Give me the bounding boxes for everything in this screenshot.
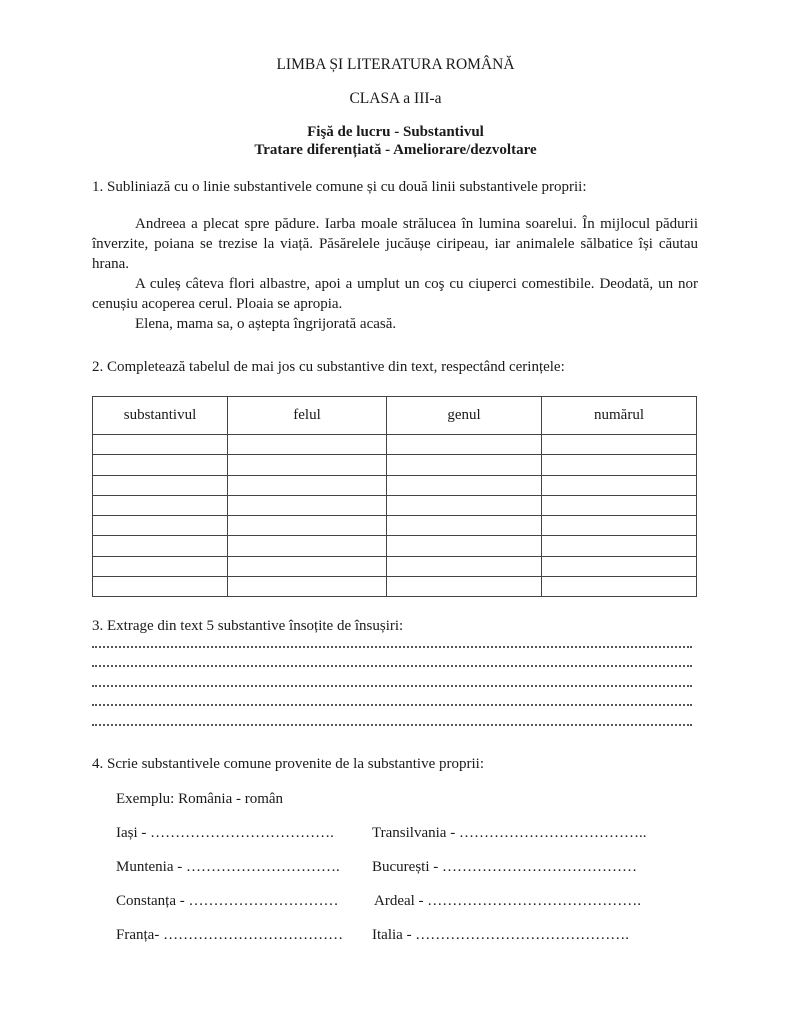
table-row <box>93 435 697 455</box>
pair-right-italia[interactable]: Italia - ……………………………………. <box>372 927 630 943</box>
exercise-4-prompt: 4. Scrie substantivele comune provenite de la substantive proprii: <box>92 756 484 772</box>
cell-genul[interactable] <box>387 556 542 576</box>
table-row <box>93 577 697 597</box>
cell-substantivul[interactable] <box>93 577 228 597</box>
cell-felul[interactable] <box>228 556 387 576</box>
table-header-row <box>93 397 697 435</box>
answer-line-3[interactable] <box>92 685 692 687</box>
table-row <box>93 536 697 556</box>
pair-left-franta[interactable]: Franța- ……………………………… <box>116 927 344 943</box>
worksheet-subtitle: Tratare diferențiată - Ameliorare/dezvoltare <box>254 142 537 158</box>
cell-felul[interactable] <box>228 495 387 515</box>
subject-title: LIMBA ȘI LITERATURA ROMÂNĂ <box>276 56 515 73</box>
cell-genul[interactable] <box>387 475 542 495</box>
cell-numarul[interactable] <box>542 556 697 576</box>
pair-left-constanta[interactable]: Constanța - ………………………… <box>116 893 339 909</box>
answer-line-2[interactable] <box>92 665 692 667</box>
cell-substantivul[interactable] <box>93 536 228 556</box>
cell-substantivul[interactable] <box>93 556 228 576</box>
grade-title: CLASA a III-a <box>349 90 442 107</box>
column-header-genul: genul <box>387 397 542 435</box>
pair-left-iasi[interactable]: Iași - ………………………………. <box>116 825 334 841</box>
answer-line-1[interactable] <box>92 646 692 648</box>
cell-substantivul[interactable] <box>93 455 228 475</box>
cell-numarul[interactable] <box>542 577 697 597</box>
column-header-felul: felul <box>228 397 387 435</box>
exercise-2-prompt: 2. Completează tabelul de mai jos cu substantive din text, respectând cerințele: <box>92 359 565 375</box>
cell-felul[interactable] <box>228 577 387 597</box>
exercise-4-example: Exemplu: România - român <box>116 791 284 807</box>
text-paragraph-3: Elena, mama sa, o aștepta îngrijorată acasă. <box>135 316 397 332</box>
cell-felul[interactable] <box>228 455 387 475</box>
noun-analysis-table <box>92 396 697 597</box>
cell-numarul[interactable] <box>542 516 697 536</box>
cell-substantivul[interactable] <box>93 495 228 515</box>
pair-right-bucuresti[interactable]: București - ………………………………… <box>372 859 637 875</box>
cell-felul[interactable] <box>228 516 387 536</box>
cell-numarul[interactable] <box>542 475 697 495</box>
cell-felul[interactable] <box>228 536 387 556</box>
text-paragraph-1: Andreea a plecat spre pădure. Iarba moale strălucea în lumina soarelui. În mijlocul pădurii înverzite, poiana se trezise la viață. Păsărelele jucăușe ciripeau, iar animalele sălbatice își căutau hrana. <box>92 216 698 272</box>
cell-numarul[interactable] <box>542 536 697 556</box>
exercise-3-prompt: 3. Extrage din text 5 substantive însoțite de însușiri: <box>92 618 404 634</box>
cell-numarul[interactable] <box>542 455 697 475</box>
text-paragraph-2: A culeș câteva flori albastre, apoi a umplut un coş cu ciuperci comestibile. Deodată, un nor cenușiu acoperea cerul. Ploaia se apropia. <box>92 276 698 312</box>
cell-substantivul[interactable] <box>93 516 228 536</box>
exercise-1-text <box>92 214 698 334</box>
pair-left-muntenia[interactable]: Muntenia - …………………………. <box>116 859 340 875</box>
cell-felul[interactable] <box>228 475 387 495</box>
exercise-1-prompt: 1. Subliniază cu o linie substantivele comune și cu două linii substantivele proprii: <box>92 179 587 195</box>
column-header-substantivul: substantivul <box>93 397 228 435</box>
cell-numarul[interactable] <box>542 435 697 455</box>
cell-genul[interactable] <box>387 435 542 455</box>
pair-right-ardeal[interactable]: Ardeal - ……………………………………. <box>374 893 642 909</box>
table-row <box>93 516 697 536</box>
column-header-numarul: numărul <box>542 397 697 435</box>
pair-right-transilvania[interactable]: Transilvania - ……………………………….. <box>372 825 647 841</box>
cell-genul[interactable] <box>387 495 542 515</box>
cell-genul[interactable] <box>387 536 542 556</box>
worksheet-title: Fişă de lucru - Substantivul <box>307 124 484 140</box>
cell-genul[interactable] <box>387 455 542 475</box>
cell-felul[interactable] <box>228 435 387 455</box>
cell-genul[interactable] <box>387 577 542 597</box>
cell-substantivul[interactable] <box>93 475 228 495</box>
table-row <box>93 475 697 495</box>
table-row <box>93 495 697 515</box>
table-row <box>93 455 697 475</box>
cell-genul[interactable] <box>387 516 542 536</box>
table-row <box>93 556 697 576</box>
answer-line-5[interactable] <box>92 724 692 726</box>
answer-line-4[interactable] <box>92 704 692 706</box>
cell-substantivul[interactable] <box>93 435 228 455</box>
cell-numarul[interactable] <box>542 495 697 515</box>
